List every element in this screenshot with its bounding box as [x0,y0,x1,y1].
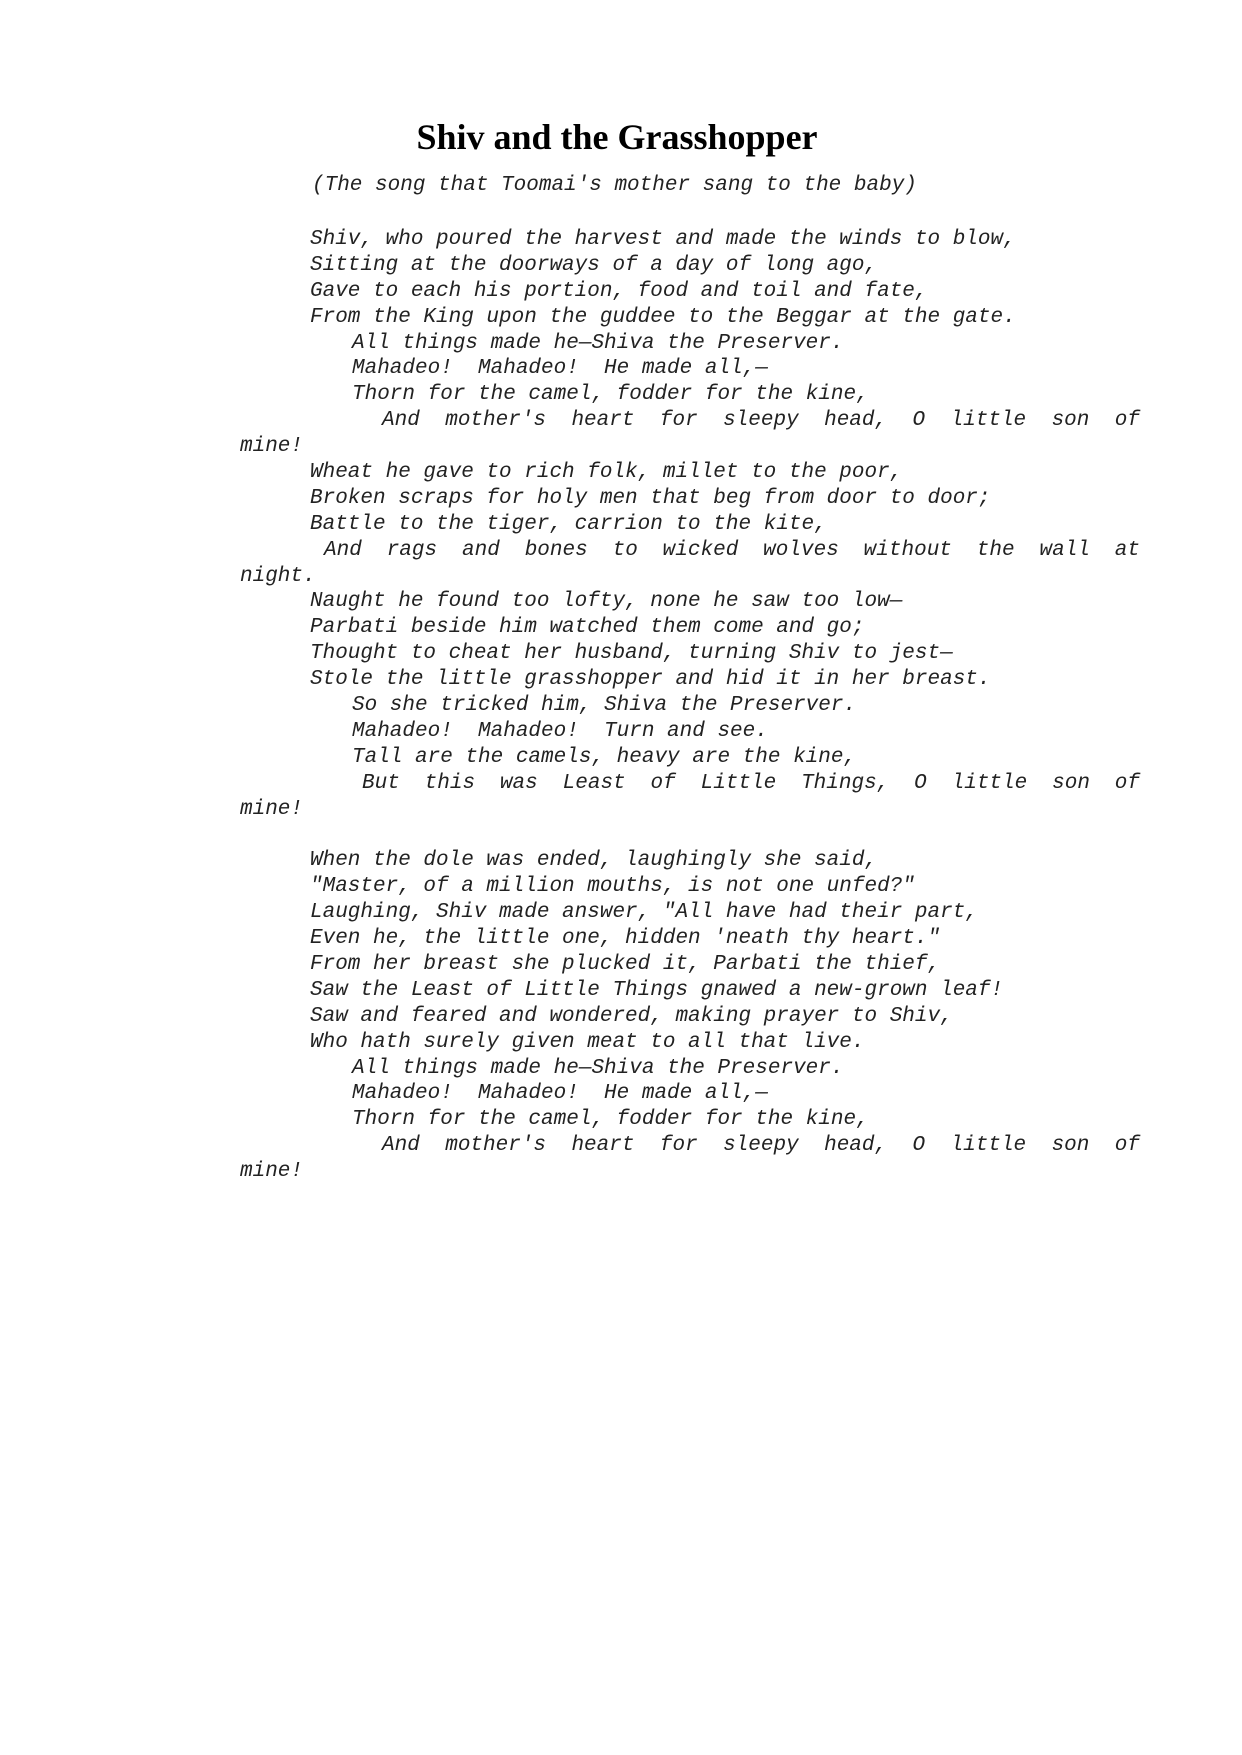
poem-line: All things made he—Shiva the Preserver. [352,1056,844,1080]
poem-line: Who hath surely given meat to all that live. [310,1030,865,1054]
poem-line: When the dole was ended, laughingly she said, [310,849,878,873]
poem-line: Saw the Least of Little Things gnawed a new-grown leaf! [310,978,1004,1002]
poem-line: mine! [240,797,304,821]
poem-line: Wheat he gave to rich folk, millet to the poor, [310,461,903,485]
poem-line: Naught he found too lofty, none he saw too low— [310,590,903,614]
poem-line: Battle to the tiger, carrion to the kite, [310,512,827,536]
poem-line: Thorn for the camel, fodder for the kine, [352,1108,869,1132]
poem-line: Shiv, who poured the harvest and made the winds to blow, [310,228,1016,251]
poem-line: Stole the little grasshopper and hid it in her breast. [310,668,991,692]
poem-line: Sitting at the doorways of a day of long ago, [310,253,878,277]
stanza-gap [240,822,1140,848]
poem-line: Gave to each his portion, food and toil and fate, [310,279,928,303]
poem-line: Broken scraps for holy men that beg from door to door; [310,486,991,510]
poem-line: Saw and feared and wondered, making prayer to Shiv, [310,1004,953,1028]
poem-line: Thought to cheat her husband, turning Shiv to jest— [310,642,953,666]
poem-line: And rags and bones to wicked wolves without the wall at [324,538,1140,562]
poem-body [240,227,1140,1185]
poem-line: Mahadeo! Mahadeo! He made all,— [352,357,768,381]
poem-line: "Master, of a million mouths, is not one unfed?" [310,875,915,899]
poem-subtitle: (The song that Toomai's mother sang to the baby) [312,174,917,197]
poem-line: Laughing, Shiv made answer, "All have had their part, [310,901,978,925]
poem-line: mine! [240,1160,304,1184]
poem-line: But this was Least of Little Things, O little son of [362,771,1140,795]
poem-line: night. [240,564,316,588]
poem-line: Mahadeo! Mahadeo! Turn and see. [352,719,768,743]
poem-title: Shiv and the Grasshopper [416,117,818,157]
poem-line: Even he, the little one, hidden 'neath thy heart." [310,927,941,951]
poem-line: And mother's heart for sleepy head, O little son of [382,409,1140,433]
poem-line: So she tricked him, Shiva the Preserver. [352,694,857,718]
poem-line: From her breast she plucked it, Parbati the thief, [310,952,941,976]
poem-line: From the King upon the guddee to the Beggar at the gate. [310,305,1016,329]
poem-line: Mahadeo! Mahadeo! He made all,— [352,1082,768,1106]
poem-line: Parbati beside him watched them come and go; [310,616,865,640]
poem-line: Tall are the camels, heavy are the kine, [352,745,857,769]
poem-line: mine! [240,435,304,459]
poem-line: Thorn for the camel, fodder for the kine, [352,383,869,407]
poem-line: All things made he—Shiva the Preserver. [352,331,844,355]
poem-line: And mother's heart for sleepy head, O little son of [382,1134,1140,1158]
